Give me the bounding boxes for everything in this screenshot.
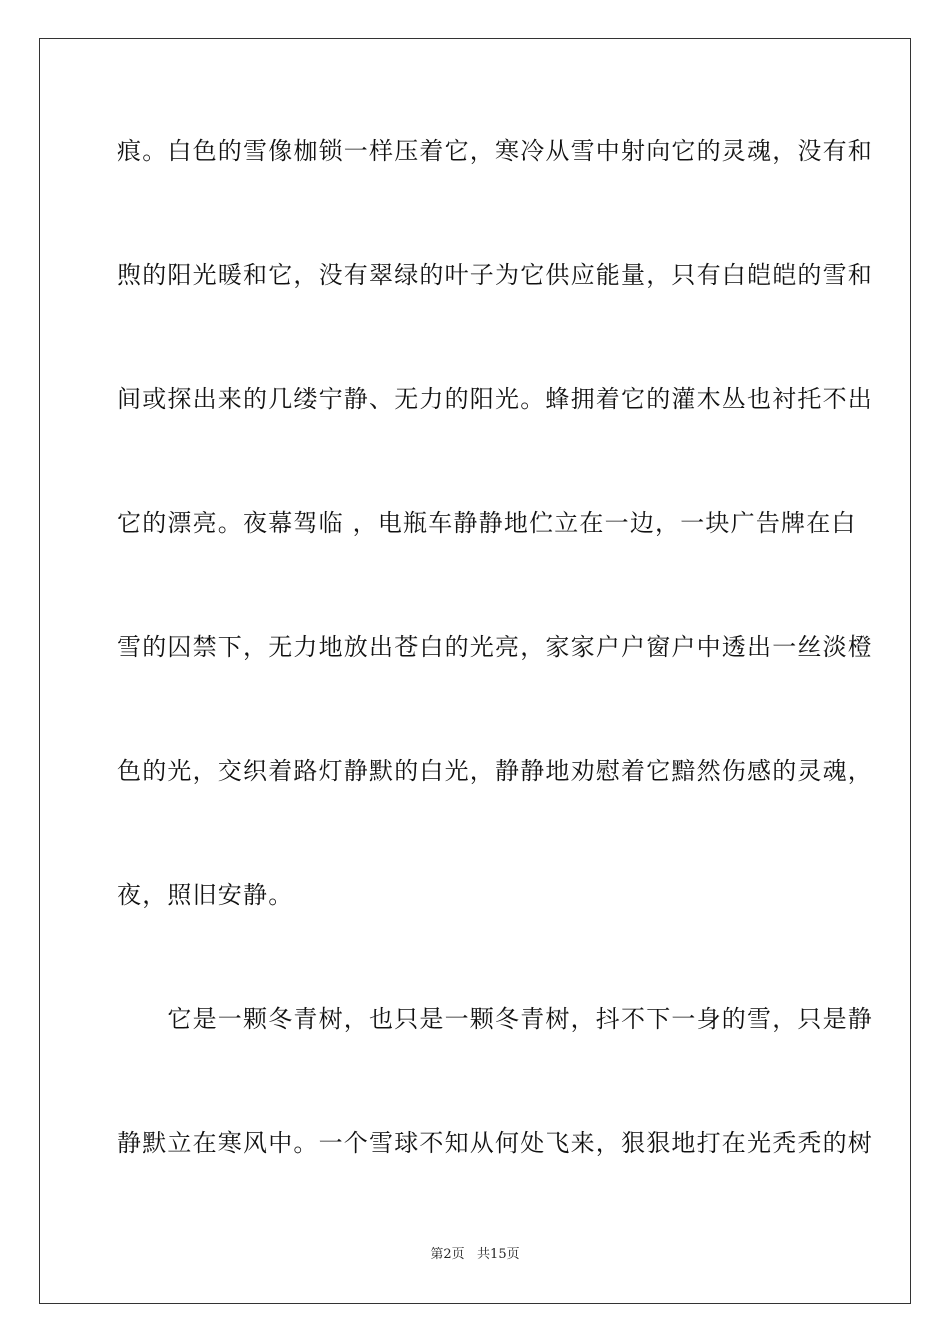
text-line: 静默立在寒风中。一个雪球不知从何处飞来，狠狠地打在光秃秃的树 (117, 1129, 873, 1157)
text-line: 色的光，交织着路灯静默的白光，静静地劝慰着它黯然伤感的灵魂， (117, 757, 873, 785)
text-line: 煦的阳光暖和它，没有翠绿的叶子为它供应能量，只有白皑皑的雪和 (117, 261, 873, 289)
page-number-footer: 第2页 共15页 (430, 1247, 520, 1262)
text-line: 它是一颗冬青树，也只是一颗冬青树，抖不下一身的雪，只是静 (117, 1005, 873, 1033)
text-line: 雪的囚禁下，无力地放出苍白的光亮，家家户户窗户中透出一丝淡橙 (117, 633, 873, 661)
text-line: 夜，照旧安静。 (117, 881, 294, 909)
text-line: 痕。白色的雪像枷锁一样压着它，寒冷从雪中射向它的灵魂，没有和 (117, 137, 873, 165)
text-line: 它的漂亮。夜幕驾临 ，电瓶车静静地伫立在一边，一块广告牌在白 (117, 509, 857, 537)
text-line: 间或探出来的几缕宁静、无力的阳光。蜂拥着它的灌木丛也衬托不出 (117, 385, 873, 413)
page-border (39, 38, 911, 1304)
